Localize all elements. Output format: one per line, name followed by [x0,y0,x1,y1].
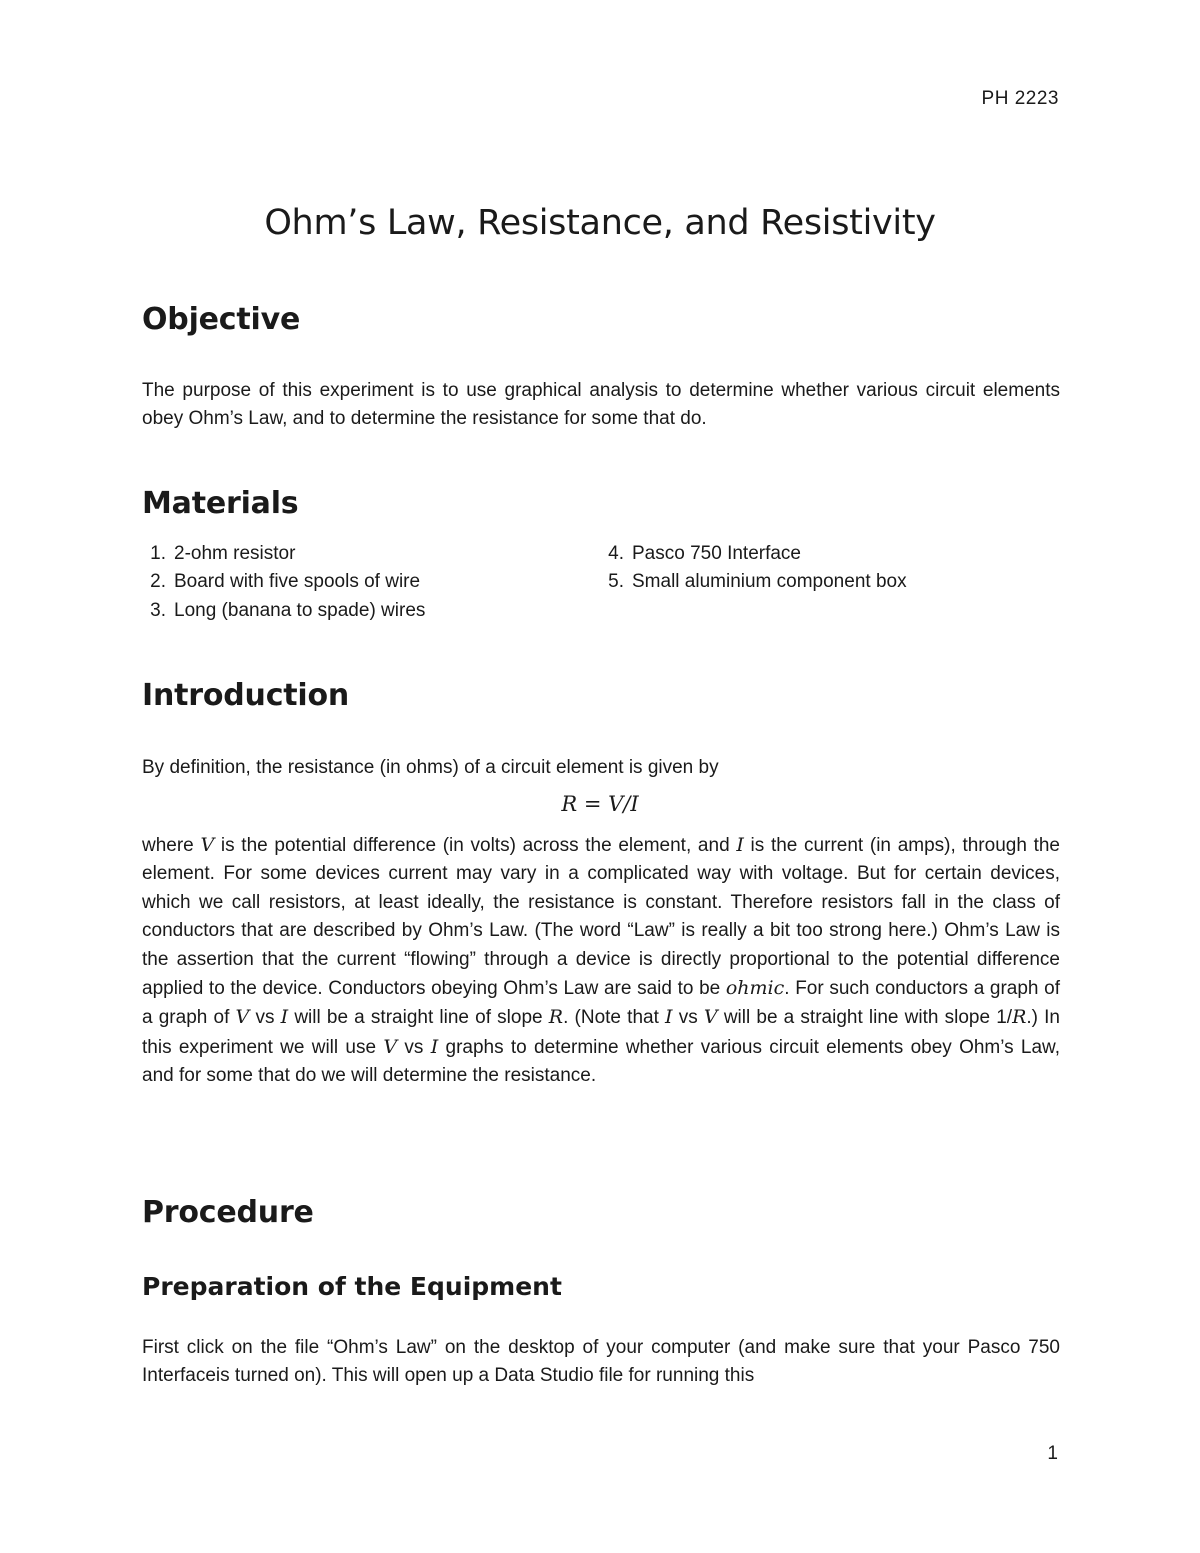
material-item-label: Small aluminium component box [632,571,907,593]
page-number: 1 [1047,1443,1058,1464]
preparation-subheading: Preparation of the Equipment [142,1272,562,1301]
list-item: 1. 2-ohm resistor [142,540,425,568]
objective-text: The purpose of this experiment is to use graphical analysis to determine whether various circuit elements obey Ohm’s Law, and to determine the resistance for some that do. [142,380,1060,430]
material-item-label: Long (banana to spade) wires [174,599,426,621]
procedure-heading: Procedure [142,1195,314,1230]
list-item: 2. Board with five spools of wire [142,568,425,596]
list-item: 3. Long (banana to spade) wires [142,597,425,625]
course-code: PH 2223 [981,88,1059,109]
introduction-heading: Introduction [142,678,350,713]
introduction-lead: By definition, the resistance (in ohms) of a circuit element is given by [142,757,719,778]
resistance-equation: R = V/I [561,792,639,816]
list-item: 4. Pasco 750 Interface [600,540,907,568]
procedure-text: First click on the file “Ohm’s Law” on the desktop of your computer (and make sure that your Pasco 750 Interfaceis turned on). This will open up a Data Studio file for running this [142,1337,1060,1387]
material-item-label: Board with five spools of wire [174,571,421,593]
materials-list-right [600,540,907,597]
ohmic-term: ohmic [725,977,785,1000]
objective-heading: Objective [142,302,301,337]
list-item: 5. Small aluminium component box [600,568,907,596]
materials-heading: Materials [142,486,299,521]
materials-list-left [142,540,425,625]
document-title: Ohm’s Law, Resistance, and Resistivity [264,203,936,243]
introduction-body: where V is the potential difference (in volts) across the element, and I is the current (in amps), through the element. For some devices current may vary in a complicated way with voltage. But for certain devices, which we call resistors, at least ideally, the resistance is constant. Therefore resistors fall in the class of conductors that are described by Ohm’s Law. (The word “Law” is really a bit too strong here.) Ohm’s Law is the assertion that the current “flowing” through a device is directly proportional to the potential difference applied to the device. Conductors obeying Ohm’s Law are said to be ohmic. For such conductors a graph of a graph of V vs I will be a straight line of slope R. (Note that I vs V will be a straight line with slope 1/R.) In this experiment we will use V vs I graphs to determine whether various circuit elements obey Ohm’s Law, and for some that do we will determine the resistance. [142,834,1061,1087]
material-item-label: 2-ohm resistor [174,543,296,564]
material-item-label: Pasco 750 Interface [632,543,801,564]
